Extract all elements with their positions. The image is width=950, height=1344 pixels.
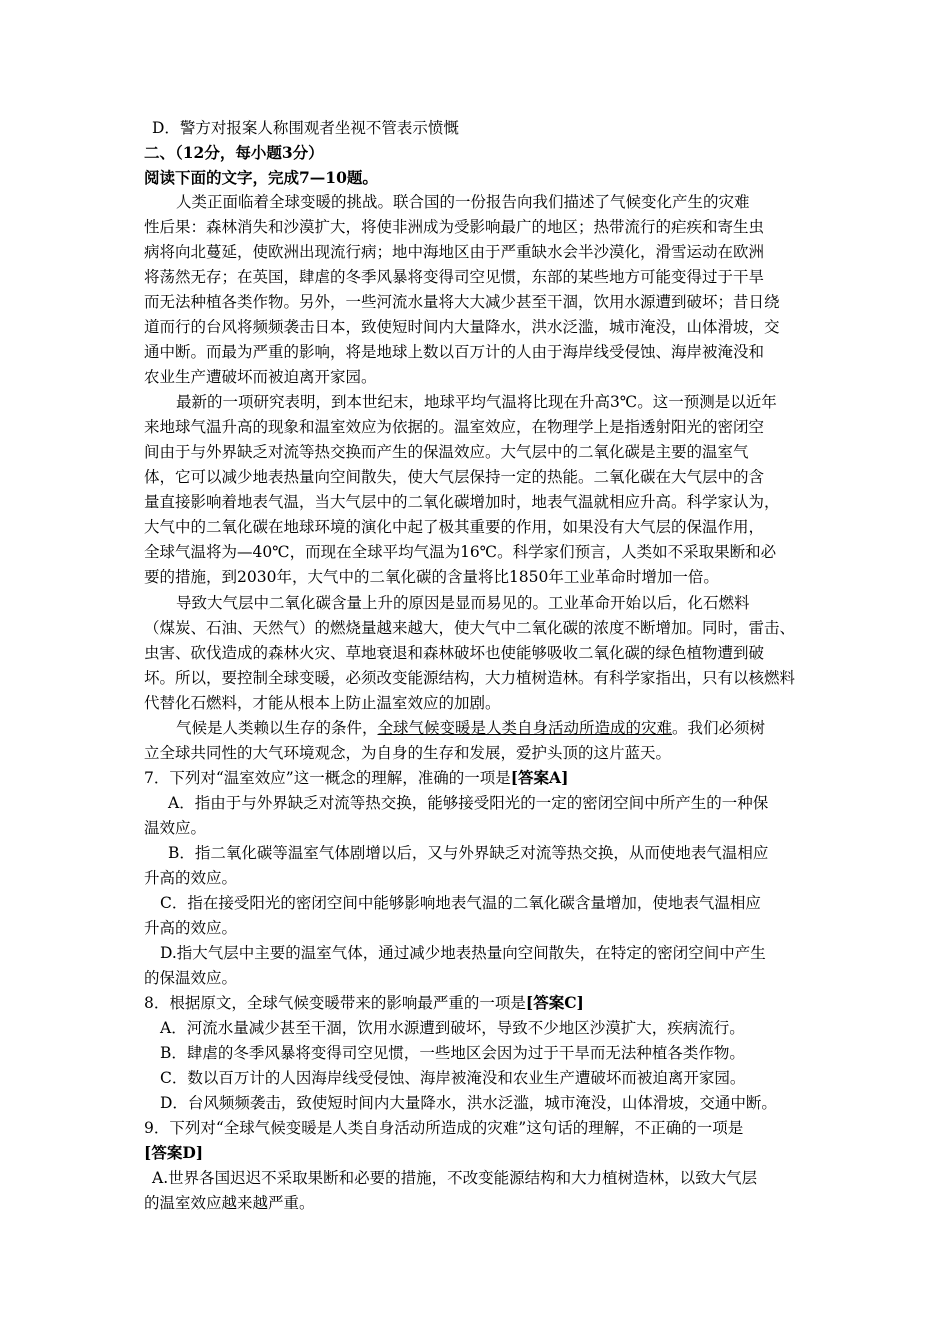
passage-p2-line: 间由于与外界缺乏对流等热交换而产生的保温效应。大气层中的二氧化碳是主要的温室气 xyxy=(144,443,749,461)
question-7-option-c: C．指在接受阳光的密闭空间中能够影响地表气温的二氧化碳含量增加，使地表气温相应 xyxy=(160,894,761,912)
passage-p2-line: 体，它可以减少地表热量向空间散失，使大气层保持一定的热能。二氧化碳在大气层中的含 xyxy=(144,468,765,486)
passage-p1-line: 病将向北蔓延，使欧洲出现流行病；地中海地区由于严重缺水会半沙漠化，滑雪运动在欧洲 xyxy=(144,243,765,261)
question-8-stem xyxy=(144,992,584,1014)
passage-p3-line: （煤炭、石油、天然气）的燃烧量越来越大，使大气中二氧化碳的浓度不断增加。同时，雷击、 xyxy=(144,619,796,637)
question-7-option-d-cont: 的保温效应。 xyxy=(144,969,238,987)
passage-p1-line: 通中断。而最为严重的影响，将是地球上数以百万计的人由于海岸线受侵蚀、海岸被淹没和 xyxy=(144,343,765,361)
passage-p4-line: 立全球共同性的大气环境观念，为自身的生存和发展，爱护头顶的这片蓝天。 xyxy=(144,744,672,762)
passage-p3-line: 虫害、砍伐造成的森林火灾、草地衰退和森林破坏也使能够吸收二氧化碳的绿色植物遭到破 xyxy=(144,644,765,662)
passage-p2-line: 量直接影响着地表气温，当大气层中的二氧化碳增加时，地表气温就相应升高。科学家认为， xyxy=(144,493,780,511)
question-8-option-a: A．河流水量减少甚至干涸，饮用水源遭到破坏，导致不少地区沙漠扩大，疾病流行。 xyxy=(160,1019,745,1037)
passage-p4-post: 。我们必须树 xyxy=(672,719,766,737)
passage-p3-line: 导致大气层中二氧化碳含量上升的原因是显而易见的。工业革命开始以后，化石燃料 xyxy=(176,594,750,612)
question-7-option-d: D.指大气层中主要的温室气体，通过减少地表热量向空间散失，在特定的密闭空间中产生 xyxy=(160,944,766,962)
question-7-option-a: A．指由于与外界缺乏对流等热交换，能够接受阳光的一定的密闭空间中所产生的一种保 xyxy=(168,794,769,812)
passage-p3-line: 代替化石燃料，才能从根本上防止温室效应的加剧。 xyxy=(144,694,501,712)
underlined-sentence: 全球气候变暖是人类自身活动所造成的灾难 xyxy=(377,719,673,737)
question-8-option-c: C．数以百万计的人因海岸线受侵蚀、海岸被淹没和农业生产遭破坏而被迫离开家园。 xyxy=(160,1069,746,1087)
question-7-stem xyxy=(144,767,568,789)
passage-p4-pre: 气候是人类赖以生存的条件， xyxy=(176,719,378,737)
passage-p2-line: 最新的一项研究表明，到本世纪末，地球平均气温将比现在升高3℃。这一预测是以近年 xyxy=(176,393,777,411)
passage-p2-line: 来地球气温升高的现象和温室效应为依据的。温室效应，在物理学上是指透射阳光的密闭空 xyxy=(144,418,765,436)
passage-p3-line: 坏。所以，要控制全球变暖，必须改变能源结构，大力植树造林。有科学家指出，只有以核燃料 xyxy=(144,669,796,687)
question-9-option-a-cont: 的温室效应越来越严重。 xyxy=(144,1194,315,1212)
instructions: 阅读下面的文字，完成7—10题。 xyxy=(144,168,378,187)
passage-p4-line xyxy=(176,717,765,739)
passage-p1-line: 性后果：森林消失和沙漠扩大，将使非洲成为受影响最广的地区；热带流行的疟疾和寄生虫 xyxy=(144,218,765,236)
question-8-option-b: B．肆虐的冬季风暴将变得司空见惯，一些地区会因为过于干旱而无法种植各类作物。 xyxy=(160,1044,745,1062)
question-7-text: 7．下列对“温室效应”这一概念的理解，准确的一项是 xyxy=(144,769,511,787)
question-8-text: 8．根据原文，全球气候变暖带来的影响最严重的一项是 xyxy=(144,994,526,1012)
question-9-stem: 9．下列对“全球气候变暖是人类自身活动所造成的灾难”这句话的理解，不正确的一项是 xyxy=(144,1119,744,1137)
passage-p2-line: 要的措施，到2030年，大气中的二氧化碳的含量将比1850年工业革命时增加一倍。 xyxy=(144,568,719,586)
passage-p1-line: 将荡然无存；在英国，肆虐的冬季风暴将变得司空见惯，东部的某些地方可能变得过于干旱 xyxy=(144,268,765,286)
question-9-option-a: A.世界各国迟迟不采取果断和必要的措施，不改变能源结构和大力植树造林，以致大气层 xyxy=(152,1169,758,1187)
passage-p1-line: 农业生产遭破坏而被迫离开家园。 xyxy=(144,368,377,386)
q6-option-d: D．警方对报案人称围观者坐视不管表示愤慨 xyxy=(152,119,459,137)
section-heading: 二、（12分，每小题3分） xyxy=(144,143,324,162)
passage-p1-line: 人类正面临着全球变暖的挑战。联合国的一份报告向我们描述了气候变化产生的灾难 xyxy=(176,193,750,211)
question-8-answer: [答案C] xyxy=(525,993,584,1012)
passage-p2-line: 全球气温将为—40℃，而现在全球平均气温为16℃。科学家们预言，人类如不采取果断和必 xyxy=(144,543,777,561)
question-7-option-a-cont: 温效应。 xyxy=(144,819,207,837)
passage-p2-line: 大气中的二氧化碳在地球环境的演化中起了极其重要的作用，如果没有大气层的保温作用， xyxy=(144,518,765,536)
question-7-option-b: B．指二氧化碳等温室气体剧增以后，又与外界缺乏对流等热交换，从而使地表气温相应 xyxy=(168,844,769,862)
question-7-option-c-cont: 升高的效应。 xyxy=(144,919,238,937)
question-9-answer: [答案D] xyxy=(144,1143,204,1162)
question-7-answer: [答案A] xyxy=(510,768,569,787)
passage-p1-line: 而无法种植各类作物。另外，一些河流水量将大大减少甚至干涸，饮用水源遭到破坏；昔日绕 xyxy=(144,293,780,311)
question-7-option-b-cont: 升高的效应。 xyxy=(144,869,238,887)
question-8-option-d: D．台风频频袭击，致使短时间内大量降水，洪水泛滥，城市淹没，山体滑坡，交通中断。 xyxy=(160,1094,777,1112)
passage-p1-line: 道而行的台风将频频袭击日本，致使短时间内大量降水，洪水泛滥，城市淹没，山体滑坡，交 xyxy=(144,318,780,336)
